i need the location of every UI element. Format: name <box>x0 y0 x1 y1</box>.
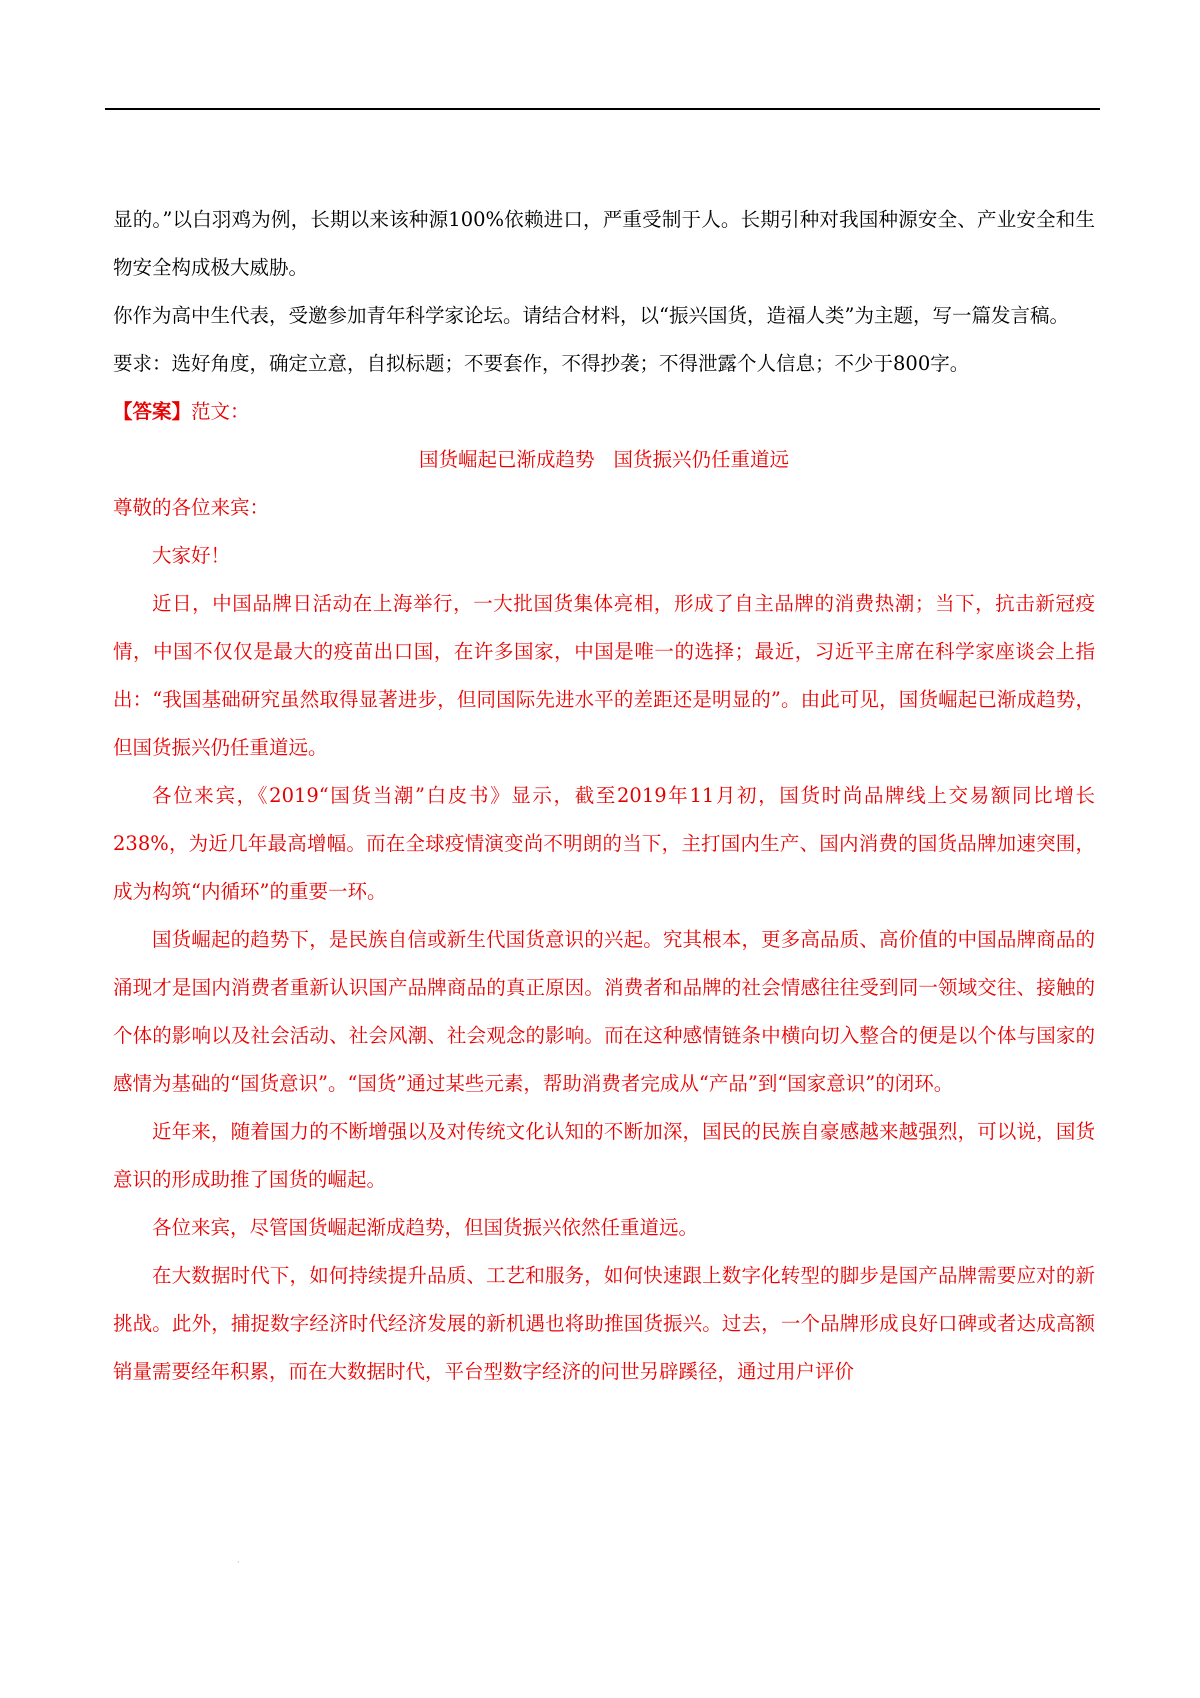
essay-paragraph: 国货崛起的趋势下，是民族自信或新生代国货意识的兴起。究其根本，更多高品质、高价值的中国品牌商品的涌现才是国内消费者重新认识国产品牌商品的真正原因。消费者和品牌的社会情感往往受到同一领域交往、接触的个体的影响以及社会活动、社会风潮、社会观念的影响。而在这种感情链条中横向切入整合的便是以个体与国家的感情为基础的“国货意识”。“国货”通过某些元素，帮助消费者完成从“产品”到“国家意识”的闭环。 <box>113 928 1095 1095</box>
essay-paragraph: 各位来宾，《2019“国货当潮”白皮书》显示，截至2019年11月初，国货时尚品牌线上交易额同比增长238%，为近几年最高增幅。而在全球疫情演变尚不明朗的当下，主打国内生产、国内消费的国货品牌加速突围，成为构筑“内循环”的重要一环。 <box>113 784 1095 903</box>
question-paragraph-1: 显的。”以白羽鸡为例，长期以来该种源100%依赖进口，严重受制于人。长期引种对我国种源安全、产业安全和生物安全构成极大威胁。 <box>113 208 1095 279</box>
answer-tag: 【答案】 <box>113 400 192 423</box>
question-paragraph-2: 你作为高中生代表，受邀参加青年科学家论坛。请结合材料，以“振兴国货，造福人类”为主题，写一篇发言稿。 <box>113 304 1069 327</box>
essay-title-part-1: 国货崛起已渐成趋势 <box>418 448 595 471</box>
essay-paragraph: 在大数据时代下，如何持续提升品质、工艺和服务，如何快速跟上数字化转型的脚步是国产品牌需要应对的新挑战。此外，捕捉数字经济时代经济发展的新机遇也将助推国货振兴。过去，一个品牌形成良好口碑或者达成高额销量需要经年积累，而在大数据时代，平台型数字经济的问世另辟蹊径，通过用户评价 <box>113 1264 1095 1383</box>
essay-salutation: 尊敬的各位来宾： <box>113 496 270 519</box>
question-requirements: 要求：选好角度，确定立意，自拟标题；不要套作，不得抄袭；不得泄露个人信息；不少于800字。 <box>113 352 970 375</box>
essay-title-part-2: 国货振兴仍任重道远 <box>613 448 790 471</box>
essay-greeting: 大家好！ <box>152 544 231 567</box>
answer-label-line <box>113 388 1095 436</box>
essay-paragraph: 各位来宾，尽管国货崛起渐成趋势，但国货振兴依然任重道远。 <box>152 1216 699 1239</box>
footer-mark: · <box>237 1558 240 1567</box>
header-rule <box>105 108 1100 110</box>
document-body <box>113 196 1095 1396</box>
essay-paragraph: 近日，中国品牌日活动在上海举行，一大批国货集体亮相，形成了自主品牌的消费热潮；当下，抗击新冠疫情，中国不仅仅是最大的疫苗出口国，在许多国家，中国是唯一的选择；最近，习近平主席在科学家座谈会上指出：“我国基础研究虽然取得显著进步，但同国际先进水平的差距还是明显的”。由此可见，国货崛起已渐成趋势，但国货振兴仍任重道远。 <box>113 592 1095 759</box>
essay-title <box>113 436 1095 484</box>
essay-paragraph: 近年来，随着国力的不断增强以及对传统文化认知的不断加深，国民的民族自豪感越来越强烈，可以说，国货意识的形成助推了国货的崛起。 <box>113 1120 1095 1191</box>
answer-label: 范文： <box>191 400 250 423</box>
